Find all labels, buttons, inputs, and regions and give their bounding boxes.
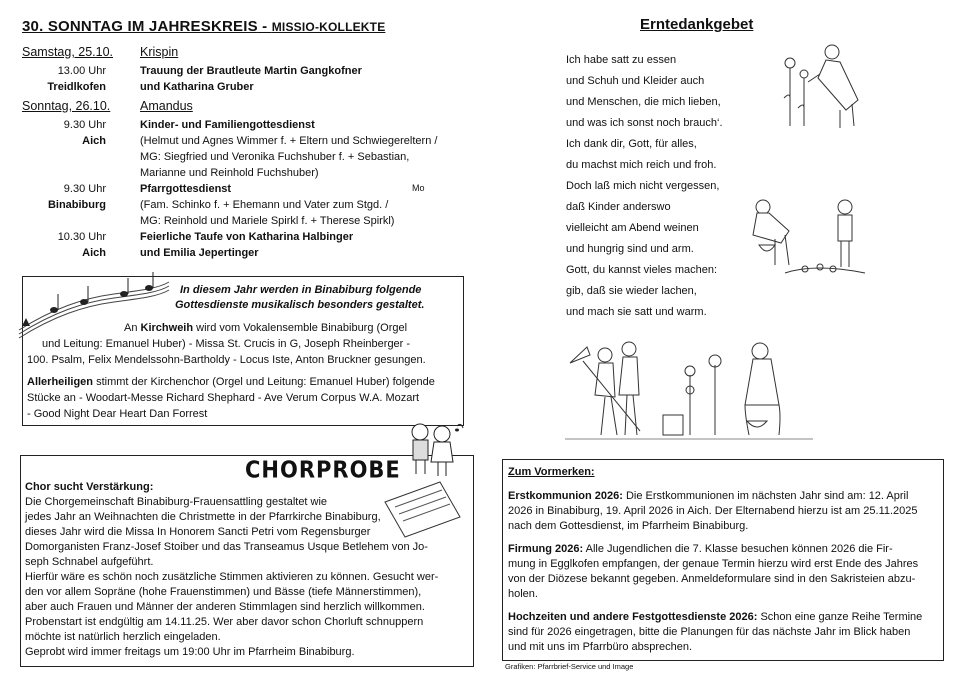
allerheiligen-line: - Good Night Dear Heart Dan Forrest bbox=[27, 408, 208, 420]
saturday-time: 13.00 Uhr bbox=[57, 65, 106, 77]
hochzeiten-line: und mit uns im Pfarrbüro absprechen. bbox=[508, 641, 693, 653]
poem-line: Ich habe satt zu essen bbox=[566, 54, 677, 66]
poem-line: du machst mich reich und froh. bbox=[566, 159, 717, 171]
poem-line: und mach sie satt und warm. bbox=[566, 306, 707, 318]
firmung-line: Firmung 2026: Alle Jugendlichen die 7. Klasse besuchen können 2026 die Fir- bbox=[508, 543, 893, 555]
firmung-line: von der Diözese bekannt gegeben. Anmeldeformulare sind in den Sakristeien abzu- bbox=[508, 573, 916, 585]
event-place: Aich bbox=[82, 135, 106, 147]
poem-line: und Menschen, die mich lieben, bbox=[566, 96, 721, 108]
chorprobe-logo: CHORPROBE bbox=[245, 456, 401, 484]
poem-line: Ich dank dir, Gott, für alles, bbox=[566, 138, 697, 150]
hochzeiten-line: sind für 2026 eingetragen, bitte die Planungen für das nächste Jahr im Blick haben bbox=[508, 626, 911, 638]
event-detail: MG: Siegfried und Veronika Fuchshuber f. + Sebastian, bbox=[140, 151, 410, 163]
saturday-place: Treidlkofen bbox=[47, 81, 106, 93]
event-detail: (Fam. Schinko f. + Ehemann und Vater zum Stgd. / bbox=[140, 199, 389, 211]
mo-note: Mo bbox=[412, 183, 425, 193]
erstkommunion-line: nach dem Gottesdienst, im Pfarrheim Binabiburg. bbox=[508, 520, 749, 532]
saturday-line2: und Katharina Gruber bbox=[140, 81, 254, 93]
kirchweih-line: An Kirchweih wird vom Vokalensemble Binabiburg (Orgel bbox=[124, 322, 408, 334]
chorprobe-line: dieses Jahr wird die Missa In Honorem Sancti Petri vom Regensburger bbox=[25, 526, 371, 538]
chorprobe-line: Hierfür wäre es schön noch zusätzliche Stimmen aktivieren zu können. Gesucht wer- bbox=[25, 571, 439, 583]
poem-line: daß Kinder anderswo bbox=[566, 201, 671, 213]
kirchweih-line: und Leitung: Emanuel Huber) - Missa St. Crucis in G, Joseph Rheinberger - bbox=[42, 338, 411, 350]
poem-line: und hungrig sind und arm. bbox=[566, 243, 694, 255]
vormerken-heading: Zum Vormerken: bbox=[508, 466, 595, 478]
chorprobe-line: Die Chorgemeinschaft Binabiburg-Frauensattling gestaltet wie bbox=[25, 496, 328, 508]
firmung-line: holen. bbox=[508, 588, 538, 600]
event-time: 10.30 Uhr bbox=[57, 231, 106, 243]
gardener-woman-illustration bbox=[770, 38, 870, 130]
saturday-date: Samstag, 25.10. bbox=[22, 45, 114, 59]
garden-workers-illustration bbox=[565, 335, 815, 450]
poem-line: gib, daß sie wieder lachen, bbox=[566, 285, 697, 297]
erstkommunion-line: Erstkommunion 2026: Die Erstkommunionen im nächsten Jahr sind am: 12. April bbox=[508, 490, 909, 502]
erstkommunion-line: 2026 in Binabiburg, 19. April 2026 in Aich. Der Elternabend hierzu ist am 25.11.2025 bbox=[508, 505, 918, 517]
event-detail: und Emilia Jepertinger bbox=[140, 247, 259, 259]
chorprobe-line: jedes Jahr an Weihnachten die Christmette in der Pfarrkirche Binabiburg, bbox=[25, 511, 381, 523]
event-title: Kinder- und Familiengottesdienst bbox=[140, 119, 315, 131]
firmung-line: mung in Egglkofen empfangen, der genaue Termin hierzu wird erst Ende des Jahres bbox=[508, 558, 919, 570]
music-heading-2: Gottesdienste musikalisch besonders gestaltet. bbox=[175, 299, 425, 311]
chorprobe-line: den vor allem Sopräne (hohe Frauenstimmen) und Bässe (tiefe Männerstimmen), bbox=[25, 586, 422, 598]
saturday-saint: Krispin bbox=[140, 45, 179, 59]
chorprobe-line: aber auch Frauen und Männer der anderen Stimmlagen sind herzlich willkommen. bbox=[25, 601, 425, 613]
event-detail: MG: Reinhold und Mariele Spirkl f. + Therese Spirkl) bbox=[140, 215, 395, 227]
allerheiligen-line: Allerheiligen stimmt der Kirchenchor (Orgel und Leitung: Emanuel Huber) folgende bbox=[27, 376, 435, 388]
event-place: Binabiburg bbox=[47, 199, 106, 211]
sunday-saint: Amandus bbox=[140, 99, 193, 113]
chorprobe-line: möchte ist natürlich herzlich eingeladen. bbox=[25, 631, 221, 643]
event-place: Aich bbox=[82, 247, 106, 259]
event-time: 9.30 Uhr bbox=[63, 119, 106, 131]
chorprobe-line: Probenstart ist endgültig am 14.11.25. Wer aber davor schon Chorluft schnuppern bbox=[25, 616, 424, 628]
chorprobe-line: Domorganisten Franz-Josef Stoiber und das Transeamus Usque Betlehem von Jo- bbox=[25, 541, 428, 553]
chorprobe-line: seph Schnabel aufgeführt. bbox=[25, 556, 154, 568]
sunday-date: Sonntag, 26.10. bbox=[22, 99, 111, 113]
singing-kids-graphic bbox=[405, 418, 465, 480]
poem-title: Erntedankgebet bbox=[640, 16, 754, 33]
allerheiligen-line: Stücke an - Woodart-Messe Richard Shephard - Ave Verum Corpus W.A. Mozart bbox=[27, 392, 420, 404]
event-time: 9.30 Uhr bbox=[63, 183, 106, 195]
hochzeiten-line: Hochzeiten und andere Festgottesdienste 2026: Schon eine ganze Reihe Termine bbox=[508, 611, 923, 623]
poem-line: Gott, du kannst vieles machen: bbox=[566, 264, 718, 276]
event-detail: Marianne und Reinhold Fuchshuber) bbox=[140, 167, 319, 179]
event-title: Pfarrgottesdienst bbox=[140, 183, 232, 195]
poem-line: Doch laß mich nicht vergessen, bbox=[566, 180, 720, 192]
event-title: Feierliche Taufe von Katharina Halbinger bbox=[140, 231, 354, 243]
kirchweih-line: 100. Psalm, Felix Mendelssohn-Bartholdy - Locus Iste, Anton Bruckner gesungen. bbox=[27, 354, 426, 366]
music-heading-1: In diesem Jahr werden in Binabiburg folgende bbox=[180, 284, 422, 296]
chorprobe-heading: Chor sucht Verstärkung: bbox=[25, 481, 154, 493]
event-detail: (Helmut und Agnes Wimmer f. + Eltern und Schwiegereltern / bbox=[140, 135, 438, 147]
poem-line: vielleicht am Abend weinen bbox=[566, 222, 699, 234]
graphics-credit: Grafiken: Pfarrbrief-Service und Image bbox=[505, 662, 634, 671]
poem-line: und was ich sonst noch brauch‘. bbox=[566, 117, 723, 129]
poem-line: und Schuh und Kleider auch bbox=[566, 75, 705, 87]
saturday-line1: Trauung der Brautleute Martin Gangkofner bbox=[140, 65, 362, 77]
harvest-family-illustration bbox=[745, 195, 875, 283]
page-title: 30. SONNTAG IM JAHRESKREIS - MISSIO-KOLLEKTE bbox=[22, 18, 386, 35]
chorprobe-line: Geprobt wird immer freitags um 19:00 Uhr im Pfarrheim Binabiburg. bbox=[25, 646, 355, 658]
